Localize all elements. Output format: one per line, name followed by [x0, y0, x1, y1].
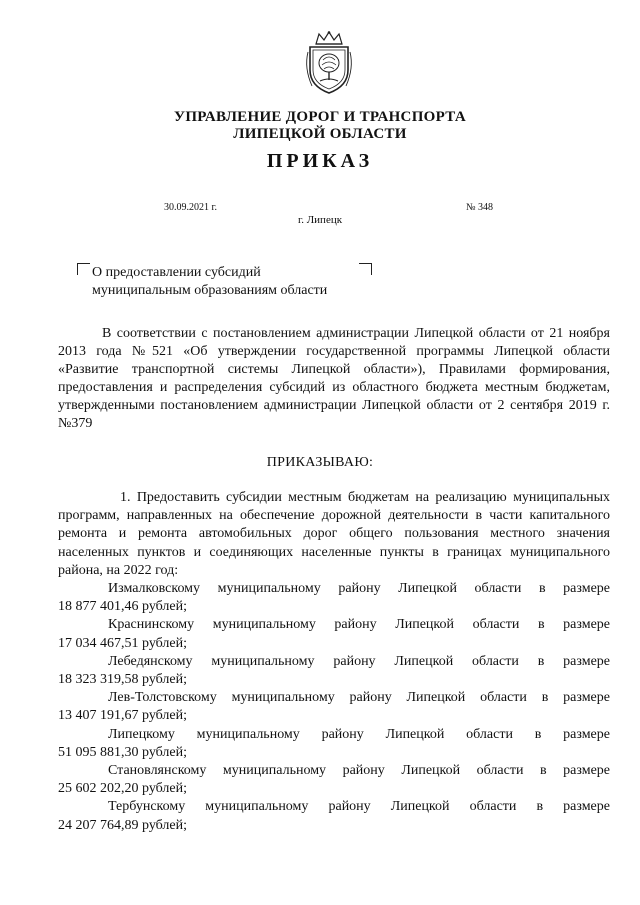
- organization-title-line1: УПРАВЛЕНИЕ ДОРОГ И ТРАНСПОРТА: [174, 109, 466, 125]
- district-text: Тербунскому муниципальному району Липецкой области в размере: [108, 799, 610, 815]
- district-entry: [58, 616, 610, 652]
- district-entry: [58, 798, 610, 834]
- district-entry: [58, 653, 610, 689]
- subject-bracket-right: [359, 263, 372, 275]
- district-amount: 18 877 401,46 рублей;: [58, 599, 187, 615]
- district-text: Становлянскому муниципальному району Липецкой области в размере: [108, 763, 610, 779]
- district-text: Лебедянскому муниципальному району Липецкой области в размере: [108, 653, 610, 669]
- document-kind-title: ПРИКАЗ: [266, 150, 374, 172]
- district-text: Лев-Толстовскому муниципальному району Липецкой области в размере: [108, 690, 610, 706]
- district-text: Измалковскому муниципальному району Липецкой области в размере: [108, 581, 610, 596]
- subject-line1: О предоставлении субсидий: [92, 265, 261, 280]
- district-amount: 25 602 202,20 рублей;: [58, 781, 187, 797]
- district-text: Липецкому муниципальному району Липецкой области в размере: [108, 726, 610, 742]
- subject-bracket-left: [77, 263, 90, 275]
- order-item-1: 1. Предоставить субсидии местным бюджетам на реализацию муниципальных программ, направленных на обеспечение дорожной деятельности в части капитального ремонта и ремонта автомобильных дорог общего пользования местного значения населенных пунктов и соединяющих населенные пункты в границах муниципального района, на 2022 год:: [58, 490, 610, 578]
- district-amount: 17 034 467,51 рублей;: [58, 635, 187, 651]
- district-entry: [58, 762, 610, 798]
- district-text: Краснинскому муниципальному району Липецкой области в размере: [108, 617, 610, 633]
- coat-of-arms-icon: [302, 30, 356, 96]
- district-entry: [58, 580, 610, 616]
- organization-title-line2: ЛИПЕЦКОЙ ОБЛАСТИ: [233, 126, 407, 142]
- document-number: № 348: [466, 202, 494, 213]
- district-subsidy-list: [58, 580, 610, 835]
- subject-line2: муниципальным образованиям области: [92, 283, 328, 298]
- district-amount: 51 095 881,30 рублей;: [58, 744, 187, 760]
- preamble-paragraph: В соответствии с постановлением администрации Липецкой области от 21 ноября 2013 года №521 «Об утверждении государственной программы Липецкой области «Развитие транспортной системы Липецкой области»), Правилами формирования, предоставления и распределения субсидий из областного бюджета местным бюджетам, утвержденными постановлением администрации Липецкой области от 2 сентября 2019 г. №379: [58, 326, 610, 431]
- order-word: ПРИКАЗЫВАЮ:: [266, 455, 374, 470]
- district-entry: [58, 726, 610, 762]
- document-subject: [92, 264, 327, 300]
- district-amount: 18 323 319,58 рублей;: [58, 672, 187, 688]
- district-amount: 24 207 764,89 рублей;: [58, 817, 187, 833]
- document-date: 30.09.2021 г.: [164, 202, 217, 213]
- document-city: г. Липецк: [297, 214, 343, 226]
- district-amount: 13 407 191,67 рублей;: [58, 708, 187, 724]
- district-entry: [58, 689, 610, 725]
